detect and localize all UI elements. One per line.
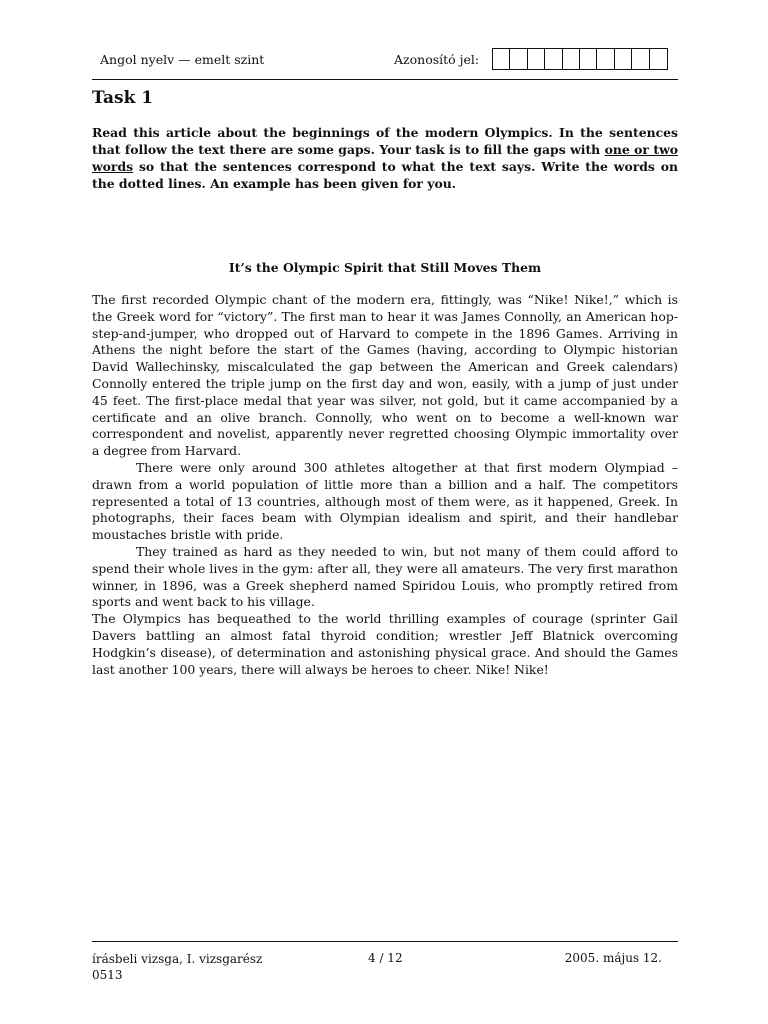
article-paragraph: There were only around 300 athletes altogether at that first modern Olympiad – drawn from a world population of little more than a billion and a half. The competitors represented a total of 13 countries, although most of them were, as it happened, Greek. In photographs, their faces beam with Olympian idealism and spirit, and their handlebar moustaches bristle with pride. bbox=[92, 459, 678, 543]
id-input-boxes[interactable] bbox=[492, 48, 668, 70]
id-digit-box[interactable] bbox=[580, 49, 597, 69]
id-digit-box[interactable] bbox=[493, 49, 510, 69]
footer-divider bbox=[92, 941, 678, 942]
article-paragraph: The Olympics has bequeathed to the world thrilling examples of courage (sprinter Gail Davers battling an almost fatal thyroid condition; wrestler Jeff Blatnick overcoming Hodgkin’s disease), of determination and astonishing physical grace. And should the Games last another 100 years, there will always be heroes to cheer. Nike! Nike! bbox=[92, 611, 678, 677]
article-title: It’s the Olympic Spirit that Still Moves Them bbox=[228, 260, 542, 275]
exam-subject: Angol nyelv — emelt szint bbox=[100, 52, 265, 67]
id-digit-box[interactable] bbox=[615, 49, 632, 69]
header-divider bbox=[92, 79, 678, 80]
article-body bbox=[92, 292, 678, 678]
task-title: Task 1 bbox=[92, 88, 154, 108]
task-instructions bbox=[92, 124, 678, 192]
footer-exam-part: írásbeli vizsga, I. vizsgarész bbox=[92, 952, 263, 966]
id-digit-box[interactable] bbox=[510, 49, 527, 69]
id-label: Azonosító jel: bbox=[394, 52, 480, 67]
footer-exam-info bbox=[92, 951, 262, 983]
article-paragraph: The first recorded Olympic chant of the modern era, fittingly, was “Nike! Nike!,” which is the Greek word for “victory”. The first man to hear it was James Connolly, an American hop-step-and-jumper, who dropped out of Harvard to compete in the 1896 Games. Arriving in Athens the night before the start of the Games (having, according to Olympic historian David Wallechinsky, miscalculated the gap between the American and Greek calendars) Connolly entered the triple jump on the first day and won, easily, with a jump of just under 45 feet. The first-place medal that year was silver, not gold, but it came accompanied by a certificate and an olive branch. Connolly, who went on to become a well-known war correspondent and novelist, apparently never regretted choosing Olympic immortality over a degree from Harvard. bbox=[92, 292, 678, 459]
instructions-text-2: so that the sentences correspond to what the text says. Write the words on the dotted lines. An example has been given for you. bbox=[92, 159, 678, 191]
id-digit-box[interactable] bbox=[528, 49, 545, 69]
id-digit-box[interactable] bbox=[563, 49, 580, 69]
id-digit-box[interactable] bbox=[597, 49, 614, 69]
article-paragraph: They trained as hard as they needed to win, but not many of them could afford to spend their whole lives in the gym: after all, they were all amateurs. The very first marathon winner, in 1896, was a Greek shepherd named Spiridou Louis, who promptly retired from sports and went back to his village. bbox=[92, 543, 678, 610]
page-number: 4 / 12 bbox=[368, 951, 403, 965]
page-header bbox=[92, 50, 678, 72]
id-digit-box[interactable] bbox=[545, 49, 562, 69]
id-digit-box[interactable] bbox=[632, 49, 649, 69]
exam-date: 2005. május 12. bbox=[564, 951, 662, 965]
footer-exam-code: 0513 bbox=[92, 968, 123, 982]
instructions-text-1: Read this article about the beginnings of the modern Olympics. In the sentences that follow the text there are some gaps. Your task is to fill the gaps with bbox=[92, 125, 678, 157]
instructions-emphasis: one or two words bbox=[92, 142, 679, 174]
id-digit-box[interactable] bbox=[650, 49, 667, 69]
